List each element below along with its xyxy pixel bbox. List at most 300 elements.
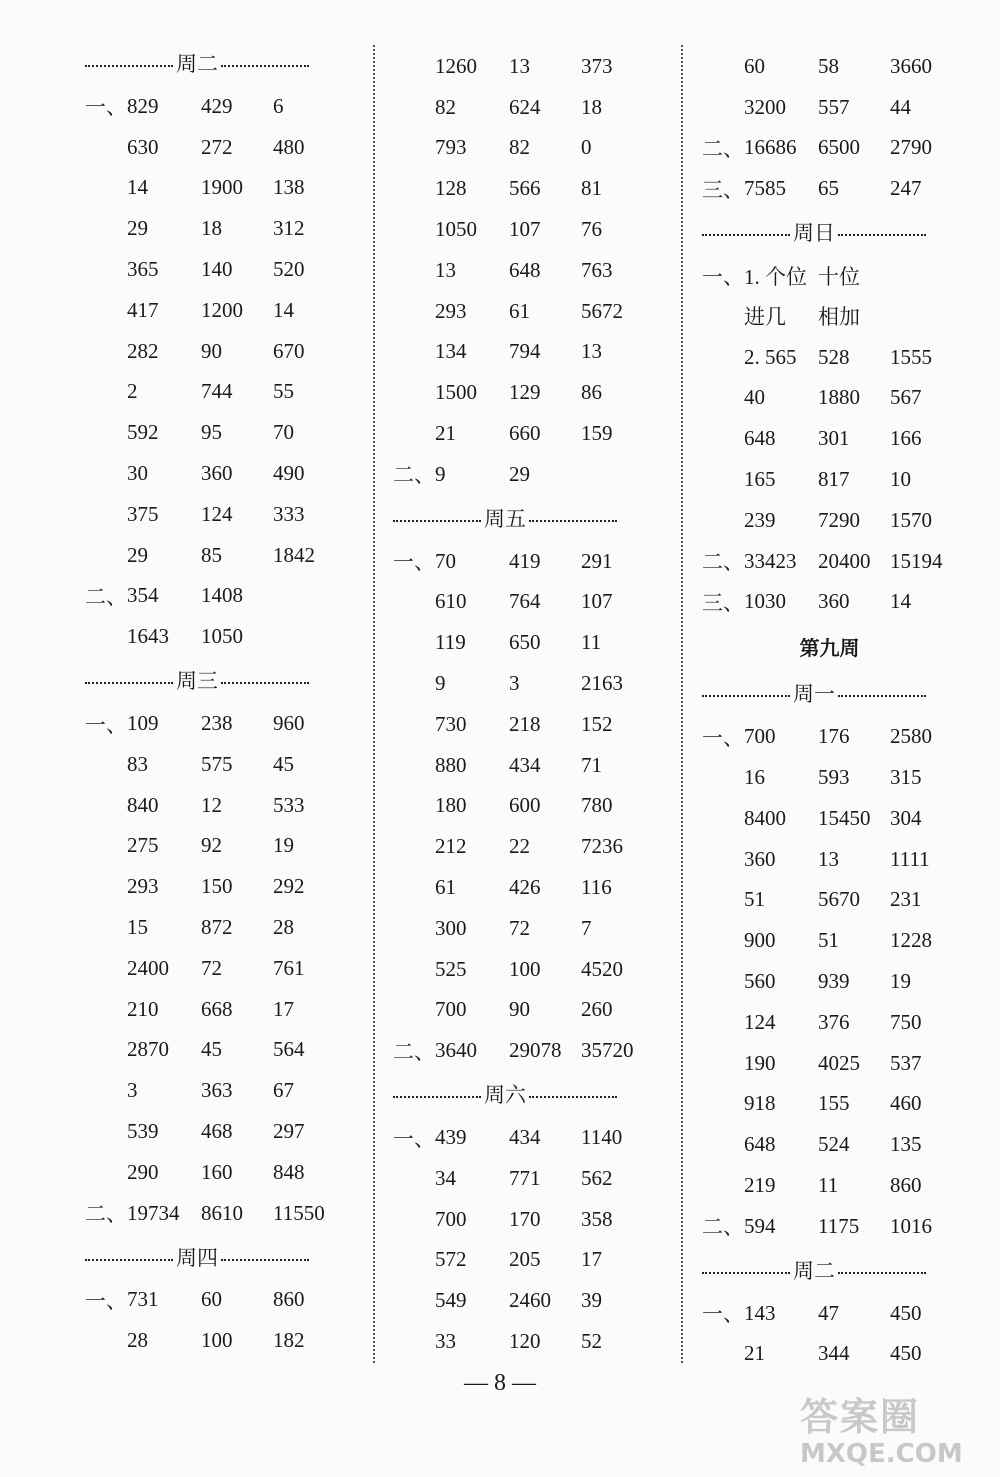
answer-value: 429	[201, 93, 233, 118]
answer-row	[702, 459, 957, 500]
answer-value: 624	[509, 94, 541, 119]
answer-value: 6500	[818, 135, 860, 160]
answer-row	[393, 372, 643, 413]
answer-value: 11	[818, 1173, 839, 1198]
answer-value: 771	[509, 1165, 541, 1190]
answer-value: 86	[581, 380, 602, 405]
answer-value: 520	[273, 257, 305, 282]
answer-value: 76	[581, 217, 602, 242]
answer-value: 51	[744, 887, 765, 912]
dotted-leader	[85, 65, 173, 67]
dotted-leader	[221, 65, 309, 67]
answer-value: 107	[581, 589, 613, 614]
watermark	[800, 1395, 995, 1475]
answer-value: 90	[509, 997, 530, 1022]
answer-row	[393, 541, 643, 582]
day-title: 周五	[484, 506, 526, 531]
answer-value: 44	[890, 94, 911, 119]
answer-value: 290	[127, 1159, 159, 1184]
answer-value: 539	[127, 1119, 159, 1144]
answer-value: 3640	[435, 1038, 477, 1063]
answer-value: 537	[890, 1050, 922, 1075]
answer-value: 1175	[818, 1213, 860, 1238]
answer-value: 152	[581, 711, 613, 736]
answer-value: 238	[201, 711, 233, 736]
answer-row	[85, 127, 340, 168]
answer-value: 593	[818, 765, 850, 790]
answer-value: 375	[127, 501, 159, 526]
answer-value: 292	[273, 874, 305, 899]
answer-value: 1111	[890, 846, 930, 871]
answer-value: 3	[509, 671, 520, 696]
answer-value: 120	[509, 1329, 541, 1353]
answer-value: 594	[744, 1213, 776, 1238]
answer-value: 33	[435, 1329, 456, 1353]
answer-row	[85, 372, 340, 413]
answer-value: 100	[201, 1328, 233, 1353]
answer-row	[702, 1084, 957, 1125]
answer-value: 360	[744, 846, 776, 871]
answer-row	[85, 948, 340, 989]
answer-row	[393, 209, 643, 250]
answer-row	[702, 1334, 957, 1375]
dotted-leader	[221, 682, 309, 684]
day-section-header	[85, 40, 340, 86]
answer-value: 376	[818, 1009, 850, 1034]
answer-value: 3200	[744, 94, 786, 119]
answer-value: 794	[509, 339, 541, 364]
dotted-leader	[85, 1259, 173, 1261]
answer-row	[85, 703, 340, 744]
answer-value: 14	[127, 175, 148, 200]
answer-row	[702, 716, 957, 757]
answer-row	[393, 704, 643, 745]
answer-value: 150	[201, 874, 233, 899]
answer-row	[85, 989, 340, 1030]
answer-row	[393, 168, 643, 209]
answer-row	[393, 1240, 643, 1281]
answer-value: 363	[201, 1078, 233, 1103]
answer-value: 960	[273, 711, 305, 736]
answer-value: 30	[127, 461, 148, 486]
answer-value: 51	[818, 928, 839, 953]
answer-value: 60	[201, 1287, 222, 1312]
answer-value: 900	[744, 928, 776, 953]
answer-row	[702, 757, 957, 798]
answer-value: 5672	[581, 298, 623, 323]
dotted-leader	[838, 695, 926, 697]
dotted-leader	[702, 234, 790, 236]
answer-value: 10	[890, 467, 911, 492]
answer-value: 71	[581, 752, 602, 777]
answer-value: 600	[509, 793, 541, 818]
answer-row	[702, 128, 957, 169]
answer-value: 2163	[581, 671, 623, 696]
answer-value: 14	[273, 297, 294, 322]
answer-row	[85, 494, 340, 535]
answer-value: 560	[744, 969, 776, 994]
answer-value: 524	[818, 1132, 850, 1157]
answer-value: 1643	[127, 624, 169, 649]
answer-value: 16686	[744, 135, 797, 160]
answer-value: 648	[744, 1132, 776, 1157]
answer-value: 750	[890, 1009, 922, 1034]
answer-value: 28	[273, 915, 294, 940]
answer-row	[85, 1193, 340, 1234]
answer-value: 205	[509, 1247, 541, 1272]
answer-value: 8400	[744, 805, 786, 830]
answer-row	[702, 582, 957, 623]
answer-value: 160	[201, 1159, 233, 1184]
answer-value: 180	[435, 793, 467, 818]
answer-value: 567	[890, 385, 922, 410]
answer-value: 1030	[744, 589, 786, 614]
answer-row	[85, 576, 340, 617]
answer-value: 562	[581, 1165, 613, 1190]
day-section-header	[85, 1234, 340, 1280]
answer-value: 55	[273, 379, 294, 404]
column-rows	[702, 40, 957, 1374]
day-section-header	[393, 495, 643, 541]
answer-row	[85, 208, 340, 249]
dotted-leader	[702, 1272, 790, 1274]
answer-value: 1050	[201, 624, 243, 649]
answer-row	[393, 908, 643, 949]
answer-row	[702, 500, 957, 541]
answer-value: 4025	[818, 1050, 860, 1075]
answer-value: 11	[581, 630, 602, 655]
answer-value: 17	[273, 996, 294, 1021]
answer-value: 33423	[744, 548, 797, 573]
answer-row	[702, 296, 957, 337]
answer-value: 1050	[435, 217, 477, 242]
dotted-leader	[221, 1259, 309, 1261]
answer-row	[393, 332, 643, 373]
answer-value: 1555	[890, 344, 932, 369]
day-section-header	[702, 209, 957, 255]
answer-value: 860	[273, 1287, 305, 1312]
answer-row	[702, 1165, 957, 1206]
column-divider	[373, 45, 375, 1363]
answer-value: 373	[581, 53, 613, 78]
answer-row	[393, 1199, 643, 1240]
answer-row	[702, 168, 957, 209]
answer-value: 1. 个位	[744, 264, 807, 289]
answer-row	[85, 86, 340, 127]
answer-value: 761	[273, 955, 305, 980]
answer-value: 9	[435, 671, 446, 696]
dotted-leader	[85, 682, 173, 684]
page-number: — 8 —	[464, 1370, 536, 1396]
answer-value: 564	[273, 1037, 305, 1062]
answer-value: 13	[435, 257, 456, 282]
answer-row	[702, 880, 957, 921]
answer-value: 1500	[435, 380, 477, 405]
answer-value: 660	[509, 421, 541, 446]
answer-value: 138	[273, 175, 305, 200]
answer-row	[393, 826, 643, 867]
answer-row	[393, 786, 643, 827]
answer-value: 35720	[581, 1038, 634, 1063]
answer-row	[702, 920, 957, 961]
answer-value: 70	[273, 420, 294, 445]
answer-value: 829	[127, 93, 159, 118]
answer-value: 282	[127, 338, 159, 363]
answer-value: 2580	[890, 724, 932, 749]
answer-value: 344	[818, 1341, 850, 1366]
answer-value: 67	[273, 1078, 294, 1103]
question-number: 一、	[393, 1126, 435, 1151]
question-number: 二、	[393, 463, 435, 488]
answer-value: 81	[581, 176, 602, 201]
answer-value: 82	[435, 94, 456, 119]
answer-value: 15450	[818, 805, 871, 830]
answer-value: 8610	[201, 1200, 243, 1225]
answer-row	[702, 337, 957, 378]
answer-row	[393, 46, 643, 87]
week-title: 第九周	[799, 635, 860, 660]
answer-value: 670	[273, 338, 305, 363]
answer-value: 793	[435, 135, 467, 160]
question-number: 一、	[85, 712, 127, 737]
answer-row	[85, 616, 340, 657]
answer-value: 764	[509, 589, 541, 614]
answer-value: 12	[201, 792, 222, 817]
answer-row	[85, 744, 340, 785]
answer-value: 134	[435, 339, 467, 364]
dotted-leader	[393, 520, 481, 522]
answer-value: 293	[127, 874, 159, 899]
answer-value: 52	[581, 1329, 602, 1353]
answer-value: 533	[273, 792, 305, 817]
day-section-header	[702, 670, 957, 716]
answer-value: 124	[201, 501, 233, 526]
answer-value: 358	[581, 1206, 613, 1231]
answer-value: 18	[201, 216, 222, 241]
answer-value: 18	[581, 94, 602, 119]
answer-value: 相加	[818, 305, 860, 330]
answer-value: 880	[435, 752, 467, 777]
answer-row	[85, 412, 340, 453]
question-number: 三、	[702, 177, 744, 202]
day-title: 周二	[176, 52, 218, 76]
answer-value: 21	[435, 421, 456, 446]
answer-value: 525	[435, 956, 467, 981]
answer-row	[393, 949, 643, 990]
answer-value: 434	[509, 1125, 541, 1150]
answer-value: 2460	[509, 1288, 551, 1313]
dotted-leader	[702, 695, 790, 697]
answer-value: 1140	[581, 1125, 623, 1150]
answer-value: 21	[744, 1341, 765, 1366]
question-number: 一、	[702, 1302, 744, 1327]
answer-value: 进几	[744, 305, 786, 330]
answer-value: 7290	[818, 507, 860, 532]
answer-value: 109	[127, 711, 159, 736]
answer-row	[393, 867, 643, 908]
dotted-leader	[838, 234, 926, 236]
answer-row	[85, 453, 340, 494]
answer-value: 34	[435, 1165, 456, 1190]
answer-row	[85, 331, 340, 372]
answer-row	[702, 1124, 957, 1165]
answer-value: 2790	[890, 135, 932, 160]
answer-value: 28	[127, 1328, 148, 1353]
answer-value: 610	[435, 589, 467, 614]
answer-row	[85, 1030, 340, 1071]
answer-row	[85, 1280, 340, 1321]
answer-value: 13	[581, 339, 602, 364]
answer-value: 19734	[127, 1200, 180, 1225]
answer-row	[393, 413, 643, 454]
watermark-url: MXQE.COM	[800, 1439, 963, 1469]
answer-value: 155	[818, 1091, 850, 1116]
answer-row	[702, 87, 957, 128]
answer-row	[85, 785, 340, 826]
answer-row	[702, 1043, 957, 1084]
answer-value: 212	[435, 834, 467, 859]
answer-value: 1260	[435, 53, 477, 78]
day-section-header	[702, 1247, 957, 1293]
answer-value: 47	[818, 1300, 839, 1325]
answer-row	[393, 622, 643, 663]
dotted-leader	[529, 520, 617, 522]
question-number: 二、	[393, 1039, 435, 1064]
answer-value: 700	[435, 1206, 467, 1231]
answer-value: 1570	[890, 507, 932, 532]
answer-row	[85, 1320, 340, 1361]
answer-value: 17	[581, 1247, 602, 1272]
answer-value: 557	[818, 94, 850, 119]
answer-value: 92	[201, 833, 222, 858]
question-number: 一、	[85, 95, 127, 120]
answer-row	[85, 1152, 340, 1193]
day-title: 周四	[176, 1245, 218, 1270]
answer-row	[393, 454, 643, 495]
answer-value: 360	[818, 589, 850, 614]
day-title: 周一	[793, 682, 835, 707]
answer-value: 291	[581, 548, 613, 573]
answer-value: 5670	[818, 887, 860, 912]
answer-value: 7236	[581, 834, 623, 859]
answer-value: 860	[890, 1173, 922, 1198]
answer-value: 65	[818, 176, 839, 201]
dotted-leader	[393, 1096, 481, 1098]
answer-value: 11550	[273, 1200, 325, 1225]
column-rows	[85, 40, 340, 1361]
answer-row	[85, 1070, 340, 1111]
answer-value: 730	[435, 711, 467, 736]
answer-value: 354	[127, 583, 159, 608]
question-number: 三、	[702, 590, 744, 615]
answer-value: 70	[435, 548, 456, 573]
answer-value: 6	[273, 93, 284, 118]
answer-value: 7	[581, 915, 592, 940]
answer-value: 1900	[201, 175, 243, 200]
answer-value: 417	[127, 297, 159, 322]
answer-value: 61	[509, 298, 530, 323]
answer-value: 260	[581, 997, 613, 1022]
answer-value: 61	[435, 875, 456, 900]
answer-row	[85, 168, 340, 209]
answer-row	[393, 1030, 643, 1071]
answer-value: 247	[890, 176, 922, 201]
answer-row	[393, 87, 643, 128]
answer-value: 592	[127, 420, 159, 445]
answer-value: 82	[509, 135, 530, 160]
answer-value: 29	[127, 216, 148, 241]
answer-value: 1408	[201, 583, 243, 608]
answer-row	[393, 582, 643, 623]
answer-value: 95	[201, 420, 222, 445]
answer-value: 29	[509, 461, 530, 486]
answer-row	[702, 1206, 957, 1247]
answer-value: 731	[127, 1287, 159, 1312]
answer-row	[393, 663, 643, 704]
question-number: 二、	[85, 584, 127, 609]
answer-value: 1842	[273, 542, 315, 567]
answer-value: 650	[509, 630, 541, 655]
day-section-header	[393, 1071, 643, 1117]
column-3	[702, 40, 957, 1374]
answer-value: 19	[890, 969, 911, 994]
answer-value: 426	[509, 875, 541, 900]
answer-row	[702, 378, 957, 419]
column-divider	[681, 45, 683, 1363]
answer-row	[85, 866, 340, 907]
answer-row	[702, 255, 957, 296]
answer-value: 13	[818, 846, 839, 871]
answer-value: 29	[127, 542, 148, 567]
question-number: 二、	[85, 1202, 127, 1227]
answer-row	[702, 541, 957, 582]
question-number: 二、	[702, 136, 744, 161]
answer-value: 566	[509, 176, 541, 201]
answer-value: 817	[818, 467, 850, 492]
answer-value: 700	[744, 724, 776, 749]
answer-value: 300	[435, 915, 467, 940]
watermark-logo: 答案圈	[800, 1395, 921, 1439]
answer-value: 630	[127, 134, 159, 159]
answer-value: 3	[127, 1078, 138, 1103]
answer-value: 2400	[127, 955, 169, 980]
answer-value: 40	[744, 385, 765, 410]
answer-value: 22	[509, 834, 530, 859]
answer-value: 143	[744, 1300, 776, 1325]
answer-value: 29078	[509, 1038, 562, 1063]
answer-row	[702, 46, 957, 87]
answer-value: 60	[744, 53, 765, 78]
answer-value: 116	[581, 875, 612, 900]
answer-row	[393, 745, 643, 786]
question-number: 一、	[393, 550, 435, 575]
answer-row	[85, 826, 340, 867]
answer-value: 272	[201, 134, 233, 159]
answer-row	[393, 250, 643, 291]
answer-value: 304	[890, 805, 922, 830]
answer-value: 83	[127, 751, 148, 776]
answer-value: 182	[273, 1328, 305, 1353]
answer-value: 0	[581, 135, 592, 160]
dotted-leader	[529, 1096, 617, 1098]
answer-value: 140	[201, 257, 233, 282]
answer-value: 1200	[201, 297, 243, 322]
answer-value: 333	[273, 501, 305, 526]
answer-value: 15	[127, 915, 148, 940]
answer-row	[702, 798, 957, 839]
question-number: 二、	[702, 1215, 744, 1240]
answer-value: 7585	[744, 176, 786, 201]
